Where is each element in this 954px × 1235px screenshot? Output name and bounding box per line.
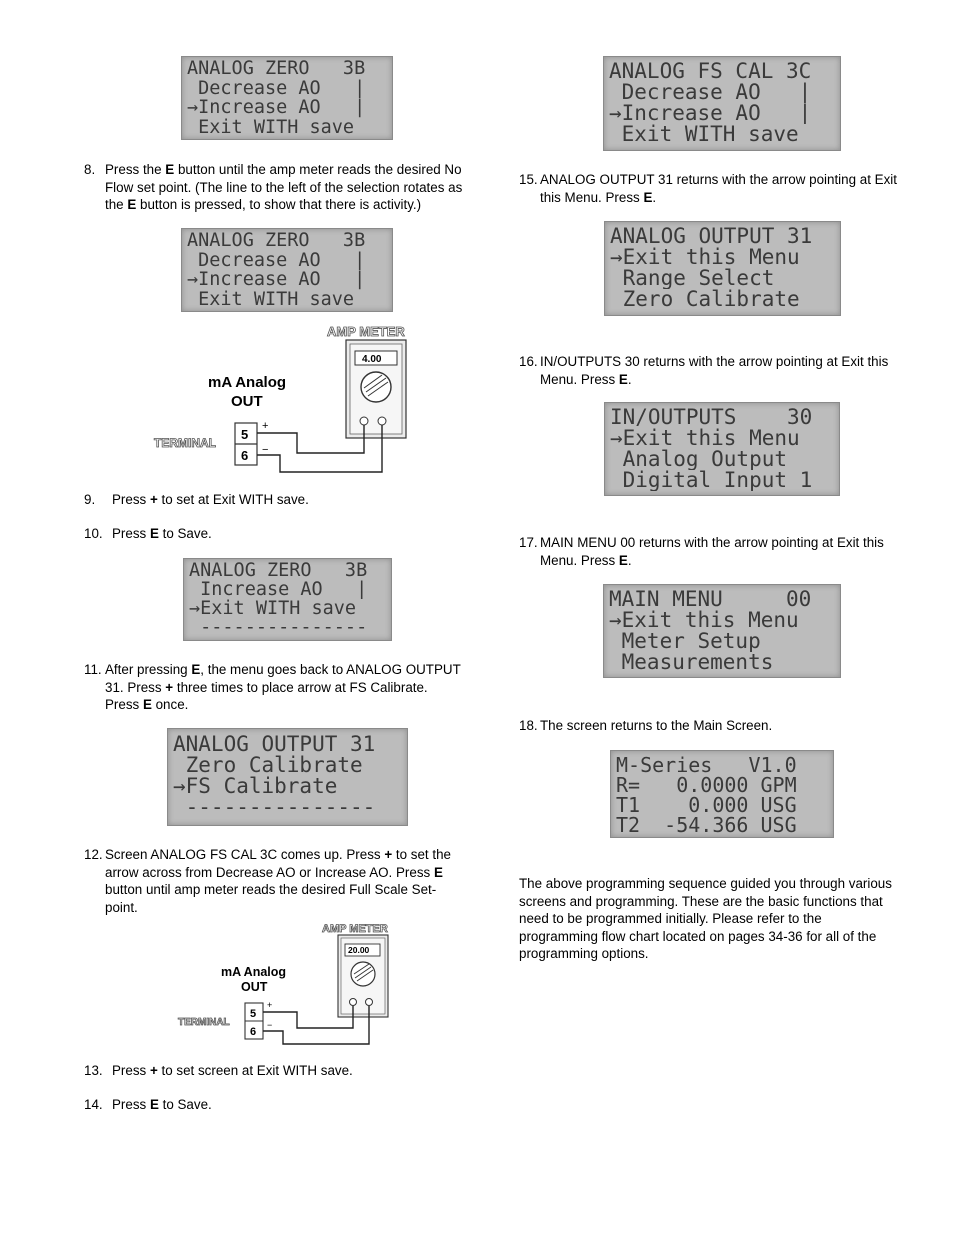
step-text: Press the E button until the amp meter reads the desired No Flow set point. (The line to the left of the selection rotates as the E button is pressed, to show that there is activity.) (105, 162, 463, 212)
step-10 (84, 525, 464, 543)
lcd-line: IN/OUTPUTS 30 (610, 407, 813, 428)
step-16 (519, 353, 899, 388)
lcd-line: --------------- (173, 797, 376, 818)
lcd-line: --------------- (189, 618, 368, 637)
step-number: 13. (84, 1063, 103, 1078)
meter-jack-plus (350, 999, 357, 1006)
step-number: 9. (84, 492, 96, 507)
lcd-screen-analog-zero-1 (181, 56, 393, 140)
lcd-screen-analog-zero-2 (181, 228, 393, 312)
step-number: 17. (519, 535, 538, 550)
step-number: 18. (519, 718, 538, 733)
step-number: 16. (519, 354, 538, 369)
lcd-screen-analog-fs-cal (603, 56, 841, 151)
amp-meter-label: AMP METER (322, 923, 388, 935)
step-18 (519, 717, 899, 735)
lcd-line: MAIN MENU 00 (609, 589, 812, 610)
terminal-5: 5 (241, 427, 249, 442)
lcd-line: Exit WITH save (187, 117, 355, 137)
terminal-label: TERMINAL (178, 1017, 230, 1028)
lcd-screen-in-outputs (604, 402, 840, 496)
lcd-line: Meter Setup (609, 631, 761, 652)
step-15 (519, 171, 899, 206)
step-text: Press + to set at Exit WITH save. (112, 492, 309, 507)
step-text: MAIN MENU 00 returns with the arrow pointing at Exit this Menu. Press E. (540, 535, 884, 568)
step-text: The screen returns to the Main Screen. (540, 718, 773, 733)
step-text: Press E to Save. (112, 1097, 212, 1112)
step-8 (84, 161, 464, 214)
step-13 (84, 1062, 464, 1080)
step-number: 8. (84, 162, 96, 177)
terminal-label: TERMINAL (154, 436, 216, 450)
lcd-line: →FS Calibrate (173, 776, 338, 797)
lcd-line: Decrease AO | (609, 82, 812, 103)
step-number: 14. (84, 1097, 103, 1112)
lcd-line: Range Select (610, 268, 775, 289)
lcd-line: Measurements (609, 652, 774, 673)
step-text: ANALOG OUTPUT 31 returns with the arrow pointing at Exit this Menu. Press E. (540, 172, 897, 205)
analog-out-label-line1: mA Analog (221, 965, 287, 979)
lcd-line: ANALOG OUTPUT 31 (610, 226, 813, 247)
amp-meter (346, 340, 406, 438)
minus-sign: − (262, 444, 269, 456)
amp-meter (338, 935, 388, 1017)
meter-jack-minus (378, 417, 386, 425)
lcd-line: Decrease AO | (187, 78, 366, 98)
lcd-line: →Exit this Menu (610, 428, 800, 449)
lcd-line: →Exit this Menu (609, 610, 799, 631)
step-number: 15. (519, 172, 538, 187)
lcd-line: Digital Input 1 (610, 470, 813, 491)
step-text: Screen ANALOG FS CAL 3C comes up. Press + to set the arrow across from Decrease AO or Increase AO. Press E button until amp meter reads the desired Full Scale Set-point. (105, 847, 451, 915)
terminal-6: 6 (241, 448, 249, 463)
lcd-line: →Increase AO | (609, 103, 812, 124)
meter-reading: 20.00 (348, 945, 370, 955)
plus-sign: + (267, 1000, 273, 1010)
step-text: Press + to set screen at Exit WITH save. (112, 1063, 353, 1078)
lcd-line: ANALOG OUTPUT 31 (173, 734, 376, 755)
meter-reading: 4.00 (362, 354, 382, 365)
lcd-line: →Increase AO | (187, 98, 366, 118)
step-17 (519, 534, 899, 569)
wiring-diagram-zero (150, 320, 420, 480)
analog-out-label-line2: OUT (241, 980, 268, 994)
lcd-line: R= 0.0000 GPM (616, 775, 797, 795)
analog-out-label-line2: OUT (231, 393, 263, 410)
step-9 (84, 491, 464, 509)
plus-sign: + (262, 420, 269, 432)
terminal-block (235, 420, 268, 465)
step-text: Press E to Save. (112, 526, 212, 541)
lcd-line: Zero Calibrate (610, 289, 800, 310)
lcd-screen-main-menu (603, 584, 841, 678)
lcd-line: M-Series V1.0 (616, 755, 797, 775)
lcd-line: Exit WITH save (609, 124, 799, 145)
lcd-main-screen (610, 750, 834, 838)
lcd-line: Zero Calibrate (173, 755, 363, 776)
meter-jack-minus (366, 999, 373, 1006)
lcd-line: →Exit this Menu (610, 247, 800, 268)
analog-out-label-line1: mA Analog (208, 374, 287, 391)
lcd-screen-analog-output-1 (167, 728, 408, 826)
lcd-line: T1 0.000 USG (616, 795, 797, 815)
lcd-screen-analog-zero-3 (183, 558, 392, 641)
terminal-5: 5 (250, 1008, 257, 1020)
lcd-line: →Increase AO | (187, 270, 366, 290)
terminal-block (245, 1000, 272, 1039)
lcd-line: ANALOG ZERO 3B (187, 59, 366, 79)
lcd-line: ANALOG ZERO 3B (187, 231, 366, 251)
terminal-6: 6 (250, 1026, 257, 1038)
lcd-line: Increase AO | (189, 580, 368, 599)
lcd-line: Analog Output (610, 449, 788, 470)
wiring-diagram-fullscale (175, 918, 400, 1048)
lcd-line: ANALOG ZERO 3B (189, 561, 368, 580)
minus-sign: − (267, 1020, 273, 1030)
step-11 (84, 661, 464, 714)
lcd-screen-analog-output-2 (604, 221, 841, 316)
lcd-line: Exit WITH save (187, 289, 355, 309)
step-14 (84, 1096, 464, 1114)
lcd-line: ANALOG FS CAL 3C (609, 61, 812, 82)
summary-paragraph: The above programming sequence guided you through various screens and programming. These are the basic functions that need to be programmed initially. Please refer to the programming flow chart located on pages 34-36 for all of the programming options. (519, 876, 892, 961)
step-text: After pressing E, the menu goes back to ANALOG OUTPUT 31. Press + three times to place arrow at FS Calibrate. Press E once. (105, 662, 461, 712)
lcd-line: T2 -54.366 USG (616, 815, 797, 835)
amp-meter-label: AMP METER (327, 324, 405, 339)
meter-jack-plus (360, 417, 368, 425)
step-number: 10. (84, 526, 103, 541)
step-12 (84, 846, 464, 916)
step-number: 12. (84, 847, 103, 862)
lcd-line: →Exit WITH save (189, 599, 357, 618)
step-number: 11. (84, 662, 102, 677)
lcd-line: Decrease AO | (187, 250, 366, 270)
step-text: IN/OUTPUTS 30 returns with the arrow pointing at Exit this Menu. Press E. (540, 354, 889, 387)
